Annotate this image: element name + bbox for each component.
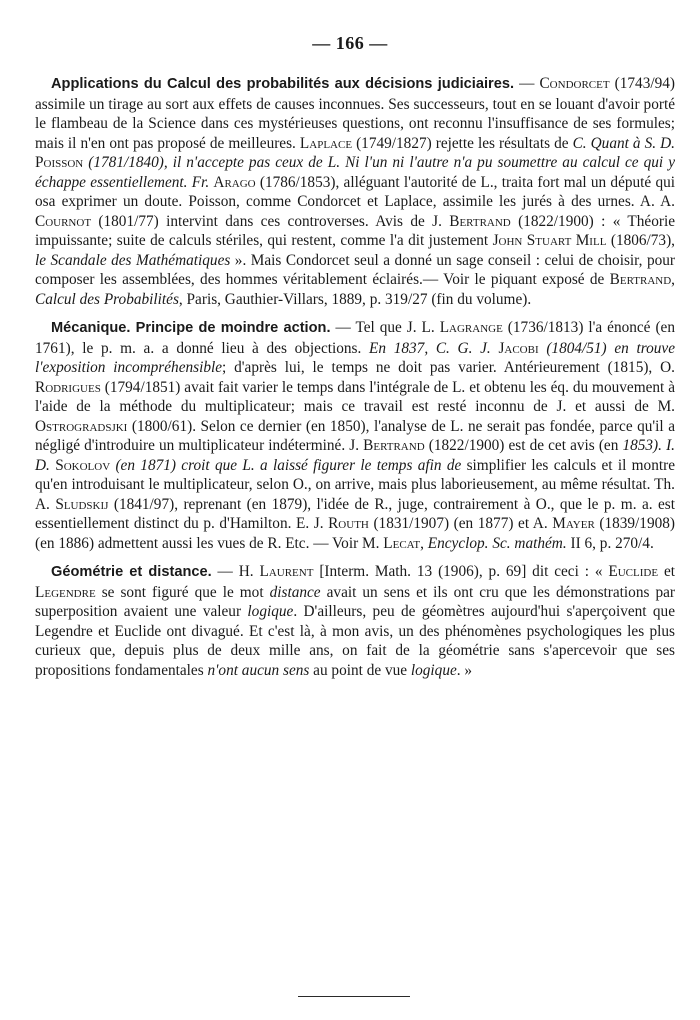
italic-text: logique — [247, 603, 294, 620]
person-name: John Stuart Mill — [492, 232, 607, 249]
section-heading: Géométrie et distance. — [51, 564, 212, 580]
person-name: Cournot — [35, 212, 92, 230]
person-name: Sokolov — [55, 456, 111, 474]
italic-text: Calcul des Probabilités — [35, 290, 179, 308]
person-name: Bertrand — [609, 271, 672, 288]
bottom-rule — [298, 996, 410, 997]
body-text: — H. — [211, 563, 260, 580]
body-text: [Interm. Math. 13 (1906), p. 69] dit ceci : « — [313, 563, 609, 580]
person-name: Laplace — [299, 134, 353, 152]
body-text: (1743/94) assimile un tirage au sort aux effets de causes inconnues. Ses successeurs, tout en se louant d'avoir porté le flambeau de la Science dans ces mystérieuses questions, ont reconnu l'insuffisance de ses formules; mais il n'en ont pas proposé de meilleures. — [35, 75, 675, 152]
body-text: (1786/1853), alléguant l'autorité de L., traita fort mal un député qui osa exprimer un doute. Poisson, comme Condorcet et Laplace, assimile les jurés à des urnes. A. A. — [35, 173, 675, 210]
body-text: (1749/1827) rejette les résultats de — [352, 134, 573, 152]
body-text: (1794/1851) avait fait varier le temps dans l'intégrale de L. et obtenu les éq. du mouvement à l'aide de la méthode du multiplicateur; mais ce travail est resté inconnu de J. et aussi de M. — [35, 378, 675, 415]
person-name: Poisson — [35, 154, 84, 171]
italic-text: (1781/1840), il n'accepte pas ceux de L. Ni l'un ni l'autre n'a pu soumettre au calcul ce qui y échappe essentiellement. Fr. — [35, 154, 675, 191]
body-text: au point de vue — [309, 661, 411, 679]
person-name: Arago — [213, 173, 256, 191]
person-name: Bertrand — [363, 437, 425, 454]
page-body — [35, 74, 675, 689]
italic-text: (en 1871) croit que L. a laissé figurer le temps afin de — [110, 456, 462, 474]
person-name: Routh — [328, 515, 369, 532]
body-text: , — [420, 534, 428, 552]
body-text: II 6, p. 270/4. — [566, 534, 654, 552]
person-name: Euclide — [608, 563, 659, 580]
section-heading: Mécanique. Principe de moindre action. — [51, 320, 331, 336]
body-text: . D'ailleurs, peu de géomètres aujourd'hui s'aperçoivent que Legendre et Euclide ont divagué. Et c'est là, à mon avis, un des phénomènes psychologiques les plus curieux que, depuis plus de deux mille ans, on fait de la géométrie sans s'apercevoir que ses propositions fondamentales — [35, 603, 675, 679]
body-text: — — [514, 75, 540, 92]
italic-text: 1853). I. D. — [35, 437, 675, 474]
section-heading: Applications du Calcul des probabilités aux décisions judiciaires. — [51, 76, 514, 92]
body-text: (1801/77) intervint dans ces controverses. Avis de J. — [91, 212, 450, 230]
body-text: (1822/1900) est de cet avis (en — [424, 437, 623, 454]
section-least-action — [35, 318, 675, 553]
section-geometry-distance — [35, 562, 675, 680]
person-name: Legendre — [35, 583, 96, 601]
italic-text: le Scandale des Mathématiques — [35, 251, 231, 269]
body-text: ; d'après lui, le temps ne doit pas varier. Antérieurement (1815), O. — [222, 359, 675, 376]
section-body — [35, 319, 675, 552]
italic-text: distance — [269, 583, 321, 601]
person-name: Lecat — [383, 534, 421, 552]
italic-text: , C. G. J. — [424, 339, 499, 357]
person-name: Sludskij — [55, 495, 109, 513]
body-text: — Tel que J. L. — [330, 319, 440, 336]
section-body — [35, 563, 675, 679]
person-name: Condorcet — [539, 75, 610, 92]
italic-text: C. Quant à S. D. — [572, 134, 675, 152]
person-name: Laurent — [259, 563, 314, 580]
body-text: et — [658, 563, 675, 580]
body-text: , — [671, 271, 675, 288]
italic-text: En 1837 — [369, 339, 425, 357]
person-name: Lagrange — [439, 319, 503, 336]
body-text: avait un sens et ils ont cru que les démonstrations par superposition avaient une valeur — [35, 583, 675, 620]
italic-text: logique — [410, 661, 457, 679]
page-number: — 166 — — [312, 33, 388, 53]
person-name: Mayer — [552, 515, 595, 532]
body-text: , Paris, Gauthier-Villars, 1889, p. 319/27 (fin du volume). — [178, 290, 532, 308]
body-text: . » — [456, 661, 473, 679]
body-text: (1831/1907) (en 1877) et A. — [368, 515, 553, 532]
body-text: se sont figuré que le mot — [95, 583, 270, 601]
body-text: simplifier les calculs et il montre qu'en introduisant le multiplicateur, selon O., on arrive, mais plus laborieusement, au même résultat. Th. A. — [35, 456, 675, 513]
person-name: Rodrigues — [35, 378, 101, 396]
body-text: (1806/73), — [606, 232, 676, 249]
body-text: (1841/97), reprenant (en 1879), l'idée de R., juge, contrairement à O., que le p. m. a. est essentiellement distinct du p. d'Hamilton. E. J. — [35, 495, 675, 532]
italic-text: n'ont aucun sens — [207, 661, 310, 679]
italic-text: (1804/51) en trouve l'exposition incompréhensible — [35, 339, 675, 376]
section-judicial-probabilities — [35, 74, 675, 309]
body-text: ». Mais Condorcet seul a donné un sage conseil : celui de choisir, pour composer les assemblées, des hommes véritablement éclairés.— Voir le piquant exposé de — [35, 251, 675, 288]
body-text: (1736/1813) l'a énoncé (en 1761), le p. m. a. a donné lieu à des objections. — [35, 319, 675, 357]
italic-text: Encyclop. Sc. mathém. — [427, 534, 567, 552]
body-text: (1839/1908) (en 1886) admettent aussi les vues de R. Etc. — Voir M. — [35, 515, 675, 552]
body-text: (1822/1900) : « Théorie impuissante; suite de calculs stériles, qui restent, comme l'a dit justement — [35, 212, 675, 249]
person-name: Jacobi — [498, 339, 539, 357]
person-name: Ostrogradsjki — [35, 417, 128, 435]
person-name: Bertrand — [449, 212, 511, 230]
section-body — [35, 75, 675, 308]
body-text: (1800/61). Selon ce dernier (en 1850), l'analyse de L. ne serait pas fondée, parce qu'il a négligé d'introduire un multiplicateur indéterminé. J. — [35, 417, 675, 454]
